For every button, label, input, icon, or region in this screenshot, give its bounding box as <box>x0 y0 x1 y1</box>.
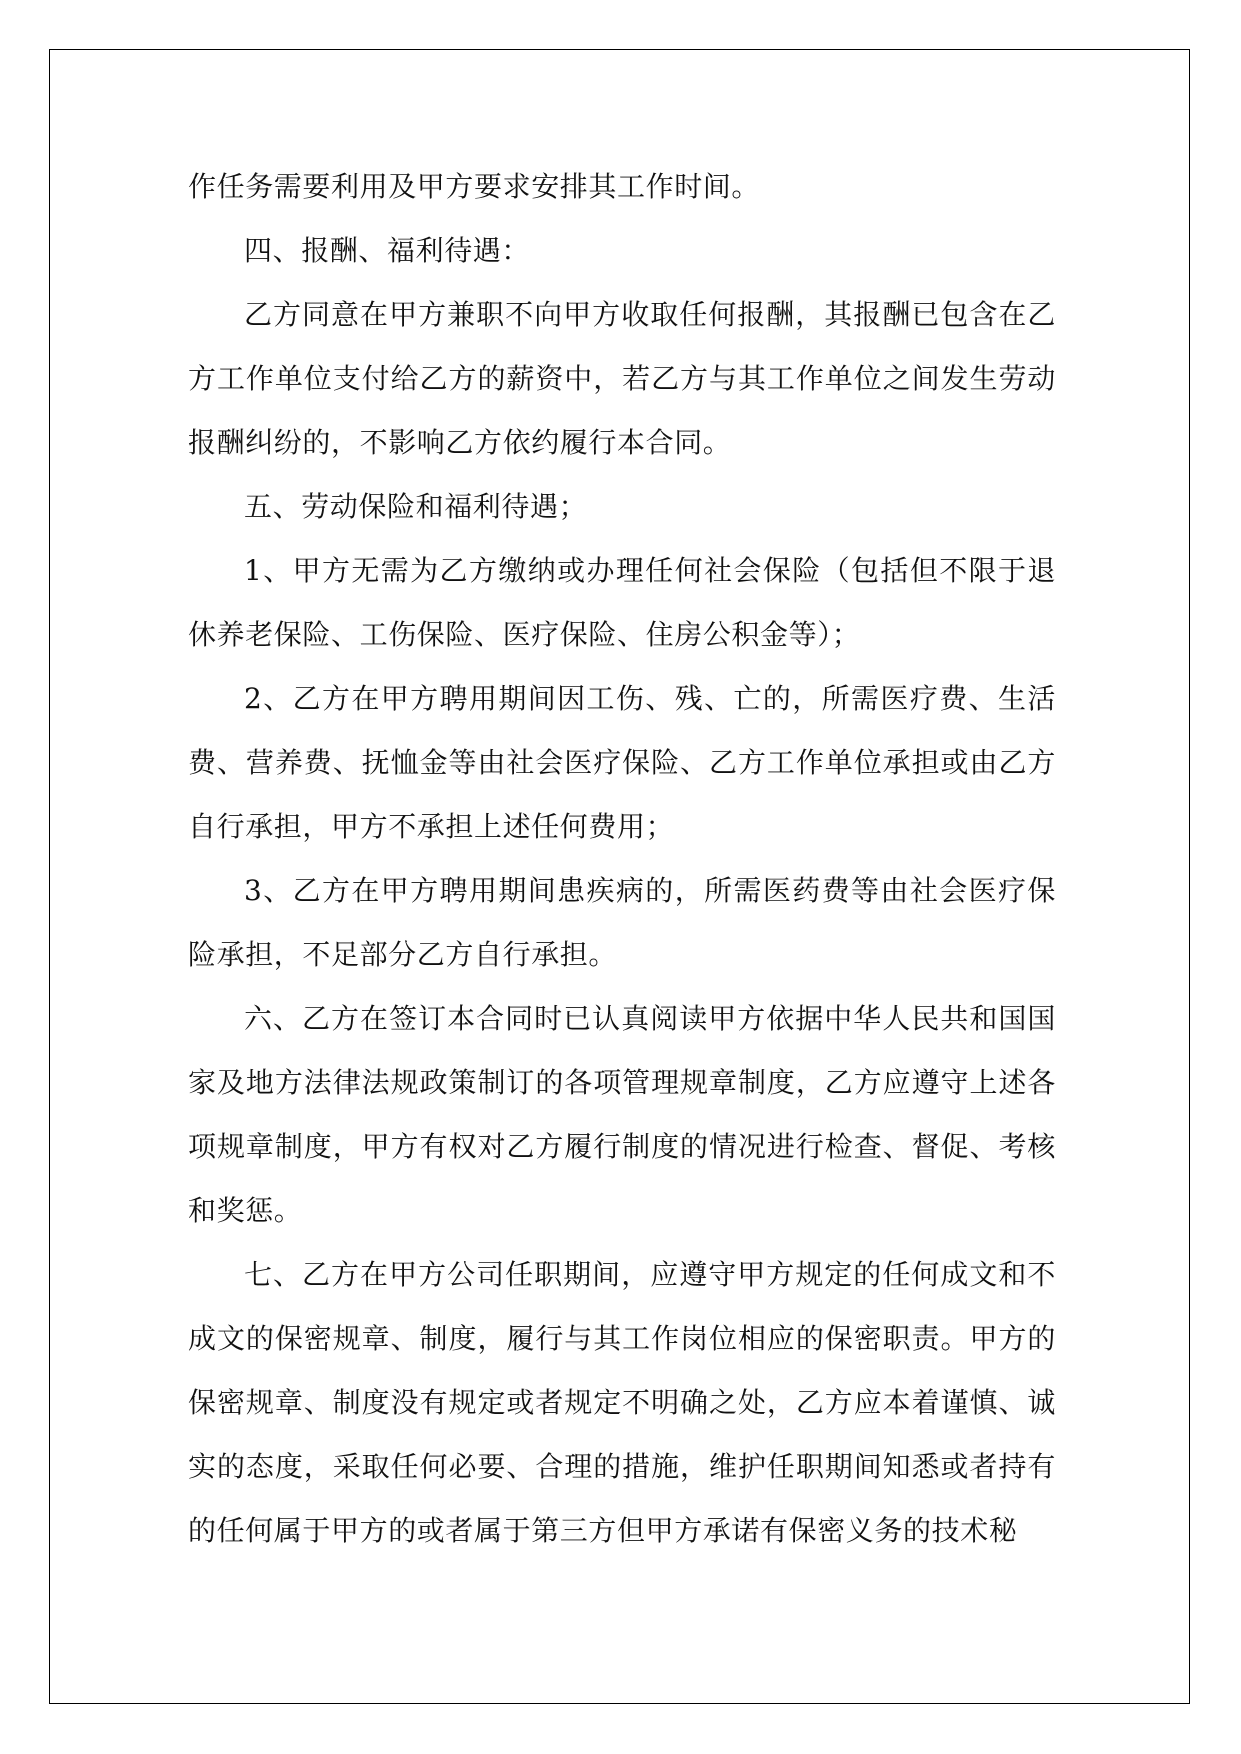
section-seven-confidentiality: 七、乙方在甲方公司任职期间，应遵守甲方规定的任何成文和不成文的保密规章、制度，履行与其工作岗位相应的保密职责。甲方的保密规章、制度没有规定或者规定不明确之处，乙方应本着谨慎、诚实的态度，采取任何必要、合理的措施，维护任职期间知悉或者持有的任何属于甲方的或者属于第三方但甲方承诺有保密义务的技术秘 <box>188 1258 1056 1547</box>
paragraph-continuation: 作任务需要利用及甲方要求安排其工作时间。 <box>188 170 761 203</box>
clause-item-2: 2、乙方在甲方聘用期间因工伤、残、亡的，所需医疗费、生活费、营养费、抚恤金等由社会医疗保险、乙方工作单位承担或由乙方自行承担，甲方不承担上述任何费用； <box>188 682 1056 843</box>
clause-item-1: 1、甲方无需为乙方缴纳或办理任何社会保险（包括但不限于退休养老保险、工伤保险、医疗保险、住房公积金等）； <box>188 554 1056 651</box>
section-six-rules: 六、乙方在签订本合同时已认真阅读甲方依据中华人民共和国国家及地方法律法规政策制订的各项管理规章制度，乙方应遵守上述各项规章制度，甲方有权对乙方履行制度的情况进行检查、督促、考核和奖惩。 <box>188 1002 1056 1227</box>
section-heading-remuneration: 四、报酬、福利待遇： <box>244 234 531 267</box>
document-body <box>188 155 1056 1563</box>
section-heading-insurance: 五、劳动保险和福利待遇； <box>244 490 588 523</box>
paragraph-remuneration: 乙方同意在甲方兼职不向甲方收取任何报酬，其报酬已包含在乙方工作单位支付给乙方的薪资中，若乙方与其工作单位之间发生劳动报酬纠纷的，不影响乙方依约履行本合同。 <box>188 298 1056 459</box>
clause-item-3: 3、乙方在甲方聘用期间患疾病的，所需医药费等由社会医疗保险承担，不足部分乙方自行承担。 <box>188 874 1056 971</box>
